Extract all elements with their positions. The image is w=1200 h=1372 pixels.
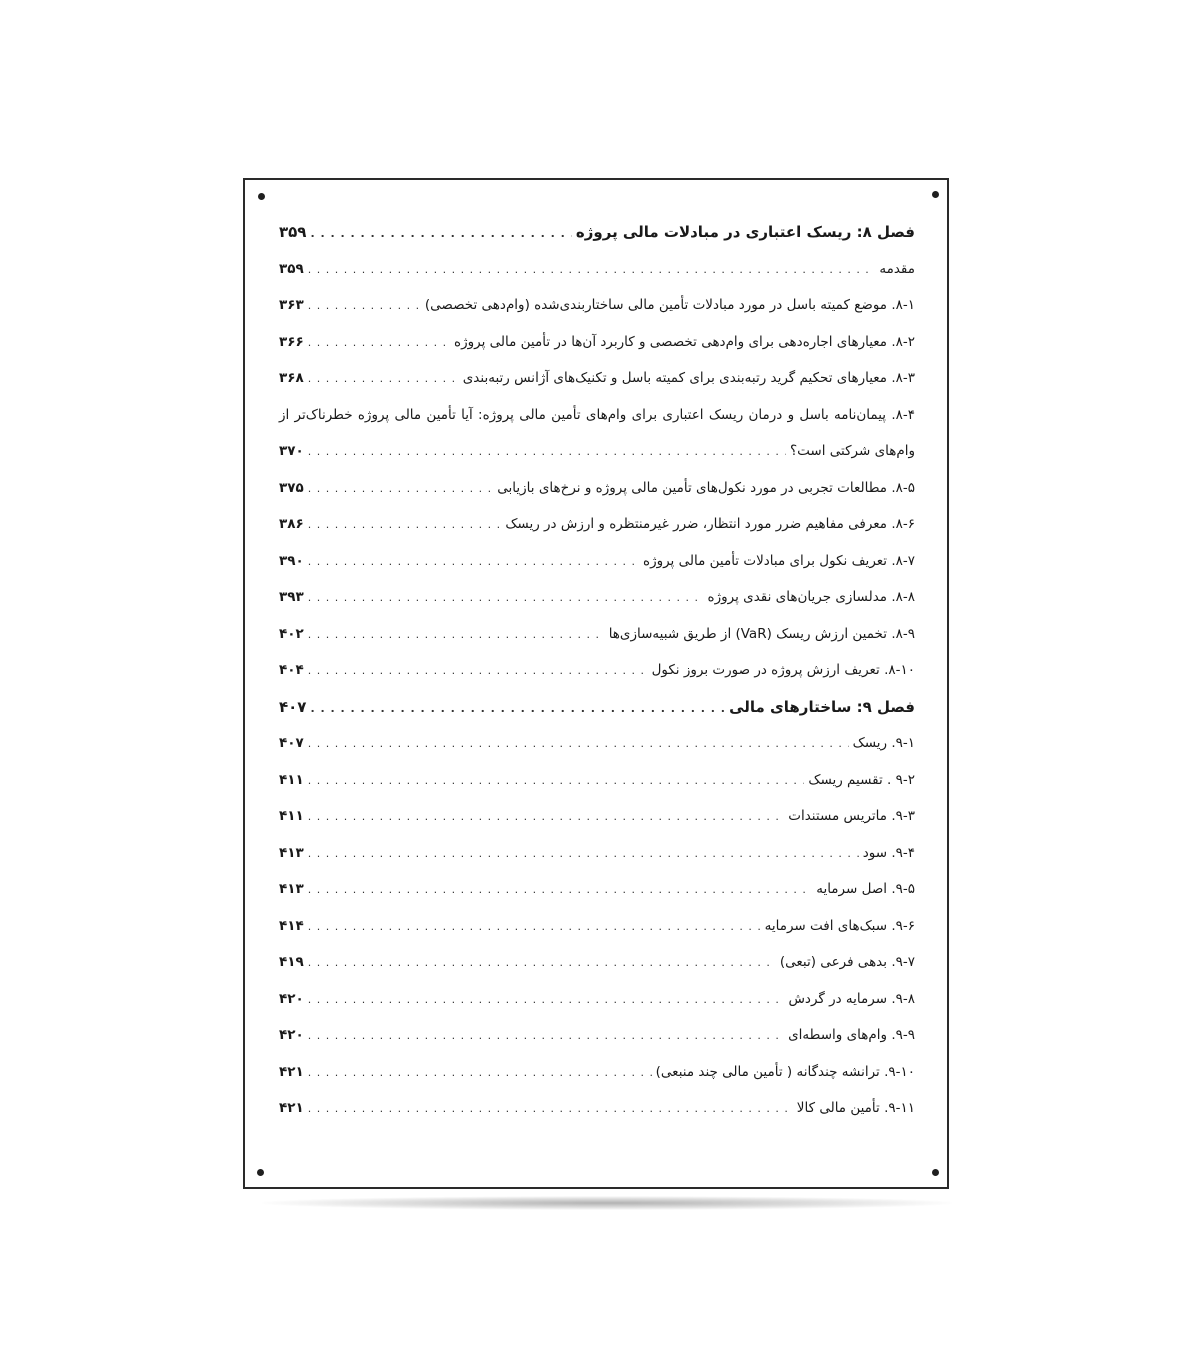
toc-page-number: ۳۷۰ (279, 443, 304, 459)
toc-entry-row (279, 652, 915, 689)
toc-entry-row (279, 433, 915, 470)
toc-entry-row (279, 397, 915, 434)
toc-page-number: ۳۹۰ (279, 552, 304, 569)
dot-leader (308, 1055, 652, 1092)
dot-leader (308, 471, 494, 508)
dot-leader (308, 872, 812, 909)
dot-leader (308, 799, 785, 836)
dot-leader (308, 909, 761, 946)
toc-page-number: ۳۶۶ (279, 333, 304, 350)
toc-page-number: ۴۱۴ (279, 917, 304, 934)
toc-entry-row (279, 543, 915, 580)
toc-entry-row (279, 762, 915, 799)
toc-entry-row (279, 1054, 915, 1091)
toc-page-number: ۳۷۵ (279, 479, 304, 496)
dot-leader (308, 653, 648, 690)
toc-entry-title: ۹-۱. ریسک (852, 735, 915, 751)
toc-page-number: ۳۶۳ (279, 297, 304, 313)
toc-page-number: ۴۱۳ (279, 844, 304, 861)
toc-entry-row (279, 944, 915, 981)
toc-entry-title: ۹-۶. سبک‌های افت سرمایه (764, 917, 915, 934)
toc-entry-row (279, 579, 915, 616)
dot-leader (308, 434, 786, 471)
toc-entry-title: مقدمه (879, 260, 915, 277)
toc-page-number: ۴۲۱ (279, 1100, 304, 1116)
dot-leader (308, 1018, 784, 1055)
page-shadow (262, 1196, 952, 1210)
toc-entry-title: ۹-۴. سود (862, 844, 915, 861)
toc-entry-row (279, 470, 915, 507)
toc-page-number: ۳۵۹ (279, 223, 307, 241)
toc-entry-row (279, 324, 915, 361)
toc-page-number: ۳۵۹ (279, 260, 304, 277)
toc-page-number: ۴۲۰ (279, 990, 304, 1007)
toc-page-number: ۴۱۳ (279, 881, 304, 897)
toc-page-number: ۳۹۳ (279, 589, 304, 605)
toc-entry-row (279, 835, 915, 872)
toc-entry-row (279, 360, 915, 397)
toc-entry-title: ۸-۴. پیمان‌نامه باسل و درمان ریسک اعتباری برای وام‌های تأمین مالی پروژه: آیا تأمین مالی پروژه خطرناک‌تر از (279, 406, 915, 423)
toc-entry-title: ۸-۹. تخمین ارزش ریسک (VaR) از طریق شبیه‌سازی‌ها (608, 625, 915, 642)
toc-entry-row (279, 506, 915, 543)
toc-page-number: ۴۰۷ (279, 697, 307, 716)
toc-entry-title: ۸-۶. معرفی مفاهیم ضرر مورد انتظار، ضرر غیرمنتظره و ارزش در ریسک (505, 516, 915, 532)
toc-entry-title: ۹-۱۰. ترانشه چندگانه ( تأمین مالی چند منبعی) (655, 1063, 915, 1080)
dot-leader (308, 763, 805, 800)
dot-leader (308, 1091, 793, 1128)
dot-leader (310, 691, 725, 728)
toc-entry-row (279, 1090, 915, 1127)
toc-page-number: ۴۱۱ (279, 808, 304, 824)
toc-entry-title: ۹-۸. سرمایه در گردش (788, 990, 915, 1007)
toc-page-number: ۴۲۱ (279, 1063, 304, 1080)
toc-entry-title: ۸-۵. مطالعات تجربی در مورد نکول‌های تأمین مالی پروژه و نرخ‌های بازیابی (497, 479, 915, 496)
toc-entry-row (279, 616, 915, 653)
toc-entry-title: ۹-۱۱. تأمین مالی کالا (796, 1100, 915, 1116)
toc-entry-row (279, 871, 915, 908)
table-of-contents (279, 214, 915, 1127)
corner-dot-icon (932, 1169, 939, 1176)
toc-entry-row (279, 908, 915, 945)
dot-leader (308, 580, 704, 617)
toc-entry-title: ۹-۹. وام‌های واسطه‌ای (788, 1027, 915, 1043)
toc-page (243, 178, 949, 1189)
toc-entry-title: ۹-۵. اصل سرمایه (816, 881, 915, 897)
corner-dot-icon (257, 1169, 264, 1176)
toc-entry-title: ۸-۱۰. تعریف ارزش پروژه در صورت بروز نکول (651, 662, 915, 678)
toc-page-number: ۴۰۲ (279, 625, 304, 642)
dot-leader (308, 726, 849, 763)
toc-page-number: ۳۶۸ (279, 370, 304, 386)
dot-leader (308, 617, 605, 654)
dot-leader (308, 361, 459, 398)
toc-entry-row (279, 798, 915, 835)
toc-page-number: ۳۸۶ (279, 516, 304, 532)
dot-leader (308, 836, 859, 873)
toc-entry-row (279, 287, 915, 324)
toc-entry-title: ۸-۱. موضع کمیته باسل در مورد مبادلات تأمین مالی ساختاربندی‌شده (وام‌دهی تخصصی) (424, 297, 915, 313)
toc-entry-row (279, 725, 915, 762)
dot-leader (308, 982, 785, 1019)
corner-dot-icon (258, 193, 265, 200)
toc-entry-row (279, 981, 915, 1018)
toc-entry-title: ۹-۲ . تقسیم ریسک (808, 771, 915, 788)
dot-leader (308, 288, 421, 325)
corner-dot-icon (932, 191, 939, 198)
toc-page-number: ۴۰۷ (279, 735, 304, 751)
toc-entry-title: ۸-۳. معیارهای تحکیم گرید رتبه‌بندی برای کمیته باسل و تکنیک‌های آژانس رتبه‌بندی (462, 370, 915, 386)
toc-chapter-row (279, 214, 915, 251)
toc-entry-row (279, 251, 915, 288)
toc-entry-title: ۹-۳. ماتریس مستندات (788, 808, 915, 824)
dot-leader (308, 507, 502, 544)
toc-entry-title: فصل ۸: ریسک اعتباری در مبادلات مالی پروژه (575, 223, 915, 241)
toc-entry-row (279, 1017, 915, 1054)
toc-entry-title: ۸-۲. معیارهای اجاره‌دهی برای وام‌دهی تخصصی و کاربرد آن‌ها در تأمین مالی پروژه (454, 333, 915, 350)
toc-entry-title: وام‌های شرکتی است؟ (789, 443, 915, 459)
toc-page-number: ۴۱۱ (279, 771, 304, 788)
toc-chapter-row (279, 689, 915, 726)
dot-leader (308, 252, 876, 289)
toc-entry-title: ۸-۷. تعریف نکول برای مبادلات تأمین مالی پروژه (643, 552, 915, 569)
toc-page-number: ۴۱۹ (279, 954, 304, 970)
toc-entry-title: ۹-۷. بدهی فرعی (تبعی) (779, 954, 915, 970)
dot-leader (310, 216, 571, 253)
toc-entry-title: ۸-۸. مدلسازی جریان‌های نقدی پروژه (707, 589, 915, 605)
toc-page-number: ۴۰۴ (279, 662, 304, 678)
dot-leader (308, 945, 776, 982)
toc-entry-title: فصل ۹: ساختارهای مالی (729, 697, 915, 716)
dot-leader (308, 544, 639, 581)
toc-page-number: ۴۲۰ (279, 1027, 304, 1043)
dot-leader (308, 325, 450, 362)
